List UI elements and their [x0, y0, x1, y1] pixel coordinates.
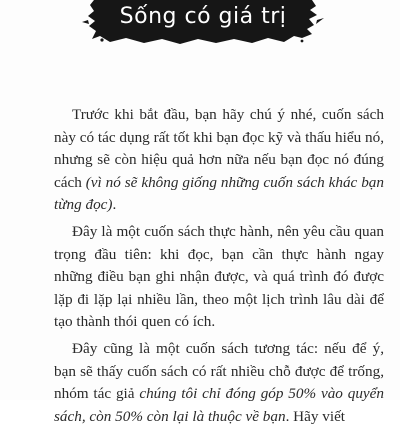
chapter-title: Sống có giá trị — [119, 4, 287, 29]
paragraph-1: Trước khi bắt đầu, bạn hãy chú ý nhé, cuốn sách này có tác dụng rất tốt khi bạn đọc kỹ và thấu hiểu nó, nhưng sẽ còn hiệu quả hơn nữa nếu bạn đọc nó đúng cách (vì nó sẽ không giống những cuốn sách khác bạn từng đọc). — [54, 106, 384, 214]
paragraph-2: Đây là một cuốn sách thực hành, nên yêu cầu quan trọng đầu tiên: khi đọc, bạn cần thực hành ngay những điều bạn ghi nhận được, và quá trình đó được lặp đi lặp lại nhiều lần, theo một lịch trình lâu dài để tạo thành thói quen có ích. — [54, 222, 384, 331]
paragraph-1-italic: (vì nó sẽ không giống những cuốn sách khác bạn từng đọc) — [54, 173, 384, 214]
paragraph-3-italic: chúng tôi chỉ đóng góp 50% vào quyển sách, còn 50% còn lại là thuộc về bạn — [54, 385, 384, 425]
title-banner — [88, 0, 318, 44]
paragraph-3: Đây cũng là một cuốn sách tương tác: nếu để ý, bạn sẽ thấy cuốn sách có rất nhiều chỗ được để trống, nhóm tác giả chúng tôi chỉ đóng góp 50% vào quyển sách, còn 50% còn lại là thuộc về bạn. Hãy viết — [54, 339, 384, 425]
body-text — [54, 104, 384, 432]
